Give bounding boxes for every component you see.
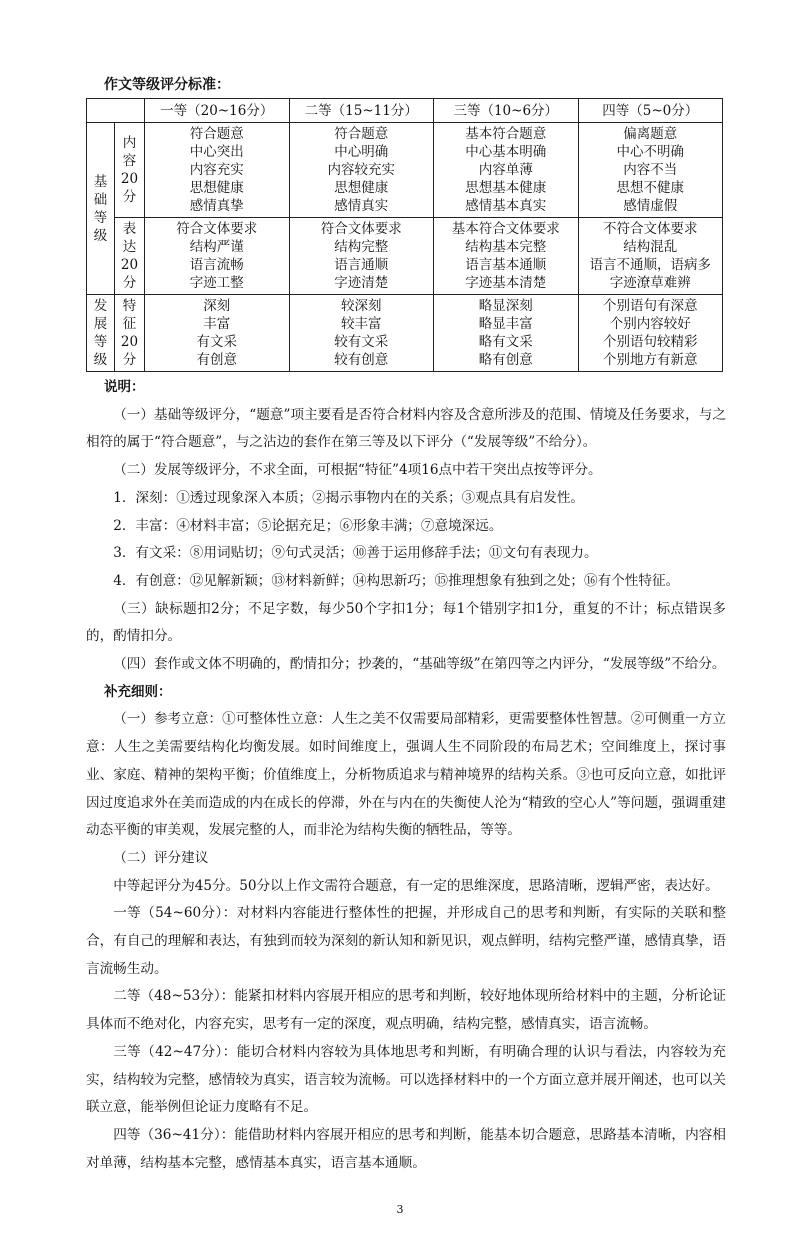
- cell-line: 较丰富: [341, 316, 382, 332]
- cell-line: 中心不明确: [616, 144, 684, 160]
- cell-line: 结构完整: [334, 239, 389, 255]
- table-cell: [145, 218, 290, 295]
- table-row: [87, 123, 723, 218]
- table-cell: [578, 218, 723, 295]
- table-row: [87, 295, 723, 372]
- group-label-char: 等: [93, 209, 108, 226]
- note-paragraph: 2．丰富：④材料丰富；⑤论据充足；⑥形象丰满；⑦意境深远。: [113, 517, 503, 534]
- cell-line: 略有文采: [478, 334, 533, 350]
- sublabel-char: 达: [122, 239, 137, 255]
- table-cell: [289, 218, 434, 295]
- cell-line: 内容较充实: [327, 162, 395, 178]
- column-header: 四等（5~0分）: [578, 99, 723, 123]
- sublabel-char: 表: [122, 221, 137, 237]
- sublabel-char: 内: [122, 135, 137, 151]
- sublabel-char: 容: [122, 153, 137, 169]
- cell-line: 内容不当: [623, 162, 678, 178]
- body-text: [86, 374, 726, 1177]
- cell-line: 感情虚假: [623, 198, 678, 214]
- table-cell: [145, 295, 290, 372]
- sublabel-content: [115, 123, 145, 218]
- group-label-text: [87, 173, 114, 245]
- cell-line: 较有创意: [334, 352, 389, 368]
- cell-line: 较有文采: [334, 334, 389, 350]
- cell-line: 符合题意: [189, 126, 244, 142]
- table-cell: [145, 123, 290, 218]
- cell-line: 字迹工整: [189, 275, 244, 291]
- cell-line: 思想基本健康: [465, 180, 547, 196]
- column-header: 二等（15~11分）: [289, 99, 434, 123]
- table-row: [87, 218, 723, 295]
- sublabel-char: 20: [120, 171, 139, 187]
- cell-line: 语言不通顺，语病多: [589, 257, 711, 273]
- supplement-heading: 补充细则：: [104, 683, 172, 700]
- cell-line: 基本符合题意: [465, 126, 547, 142]
- page-number: 3: [396, 1203, 404, 1217]
- cell-line: 感情基本真实: [465, 198, 547, 214]
- sublabel-char: 20: [120, 334, 139, 350]
- supplement-paragraph: 三等（42~47分）：能切合材料内容较为具体地思考和判断，有明确合理的认识与看法，内容较为充实，结构较为完整，感情较为真实，语言较为流畅。可以选择材料中的一个方面立意并展开阐述，也可以关联立意，能举例但论证力度略有不足。: [86, 1043, 726, 1116]
- column-header: 三等（10~6分）: [434, 99, 579, 123]
- group-label-basic: [87, 123, 115, 295]
- cell-line: 语言流畅: [189, 257, 244, 273]
- grading-table: [86, 98, 723, 372]
- notes-heading: 说明：: [104, 379, 145, 395]
- cell-line: 语言通顺: [334, 257, 389, 273]
- cell-line: 结构基本完整: [465, 239, 547, 255]
- cell-line: 略有创意: [478, 352, 533, 368]
- cell-line: 结构严谨: [189, 239, 244, 255]
- table-cell: [289, 123, 434, 218]
- cell-line: 个别语句较精彩: [603, 334, 698, 350]
- cell-line: 中心基本明确: [465, 144, 547, 160]
- note-paragraph: （一）基础等级评分，“题意”项主要看是否符合材料内容及含意所涉及的范围、情境及任务要求，与之相符的属于“符合题意”，与之沾边的套作在第三等及以下评分（“发展等级”不给分）。: [86, 406, 726, 451]
- cell-line: 略显丰富: [478, 316, 533, 332]
- cell-line: 丰富: [203, 316, 231, 332]
- cell-line: 略显深刻: [478, 298, 533, 314]
- cell-line: 字迹基本清楚: [465, 275, 547, 291]
- note-paragraph: 4．有创意：⑫见解新颖；⑬材料新鲜；⑭构思新巧；⑮推理想象有独到之处；⑯有个性特征。: [113, 572, 680, 589]
- table-corner-cell: [87, 99, 145, 123]
- cell-line: 内容单薄: [478, 162, 533, 178]
- cell-line: 不符合文体要求: [603, 221, 698, 237]
- cell-line: 内容充实: [189, 162, 244, 178]
- group-label-char: 等: [93, 334, 108, 350]
- sublabel-char: 20: [120, 257, 139, 273]
- sublabel-char: 分: [122, 352, 137, 368]
- group-label-development: [87, 295, 115, 372]
- supplement-paragraph: 二等（48~53分）：能紧扣材料内容展开相应的思考和判断，较好地体现所给材料中的主题，分析论证具体而不绝对化，内容充实，思考有一定的深度，观点明确，结构完整，感情真实，语言流畅。: [86, 988, 726, 1033]
- supplement-paragraph: 四等（36~41分）：能借助材料内容展开相应的思考和判断，能基本切合题意，思路基本清晰，内容相对单薄，结构基本完整，感情基本真实，语言基本通顺。: [86, 1126, 726, 1171]
- note-paragraph: 3．有文采：⑧用词贴切；⑨句式灵活；⑩善于运用修辞手法；⑪文句有表现力。: [113, 545, 598, 562]
- cell-line: 符合文体要求: [176, 221, 258, 237]
- sublabel-char: 分: [122, 189, 137, 205]
- cell-line: 个别语句有深意: [603, 298, 698, 314]
- table-cell: [434, 123, 579, 218]
- cell-line: 符合题意: [334, 126, 389, 142]
- sublabel-char: 征: [122, 316, 137, 332]
- supplement-paragraph: （一）参考立意：①可整体性立意：人生之美不仅需要局部精彩，更需要整体性智慧。②可侧重一方立意：人生之美需要结构化均衡发展。如时间维度上，强调人生不同阶段的布局艺术；空间维度上，探讨事业、家庭、精神的架构平衡；价值维度上，分析物质追求与精神境界的结构关系。③也可反向立意，如批评因过度追求外在美而造成的内在成长的停滞，外在与内在的失衡使人沦为“精致的空心人”等问题，强调重建动态平衡的审美观，发展完整的人，而非沦为结构失衡的牺牲品，等等。: [86, 711, 726, 839]
- table-cell: [578, 295, 723, 372]
- group-label-char: 基: [93, 173, 108, 190]
- sublabel-char: 分: [122, 275, 137, 291]
- group-label-char: 展: [93, 316, 108, 332]
- table-cell: [434, 295, 579, 372]
- supplement-paragraph: 一等（54~60分）：对材料内容能进行整体性的把握，并形成自己的思考和判断，有实际的关联和整合，有自己的理解和表达，有独到而较为深刻的新认知和新见识，观点鲜明，结构完整严谨，感情真挚，语言流畅生动。: [86, 905, 726, 977]
- table-heading: 作文等级评分标准：: [104, 77, 230, 93]
- note-paragraph: 1．深刻：①透过现象深入本质；②揭示事物内在的关系；③观点具有启发性。: [113, 489, 585, 506]
- cell-line: 字迹潦草难辨: [609, 275, 691, 291]
- supplement-paragraph: （二）评分建议: [113, 849, 209, 866]
- sublabel-char: 特: [122, 298, 137, 314]
- supplement-paragraph: 中等起评分为45分。50分以上作文需符合题意，有一定的思维深度，思路清晰，逻辑严密，表达好。: [113, 877, 719, 894]
- column-header: 一等（20~16分）: [145, 99, 290, 123]
- cell-line: 中心明确: [334, 144, 389, 160]
- cell-line: 符合文体要求: [320, 221, 402, 237]
- cell-line: 基本符合文体要求: [451, 221, 560, 237]
- group-label-char: 发: [93, 298, 108, 314]
- table-header-row: [87, 99, 723, 123]
- group-label-char: 级: [93, 352, 108, 368]
- cell-line: 较深刻: [341, 298, 382, 314]
- sublabel-feature: [115, 295, 145, 372]
- table-cell: [289, 295, 434, 372]
- cell-line: 语言基本通顺: [465, 257, 547, 273]
- note-paragraph: （三）缺标题扣2分；不足字数，每少50个字扣1分；每1个错别字扣1分，重复的不计；标点错误多的，酌情扣分。: [86, 600, 726, 645]
- cell-line: 感情真实: [334, 198, 389, 214]
- note-paragraph: （二）发展等级评分，不求全面，可根据“特征”4项16点中若干突出点按等评分。: [113, 462, 602, 479]
- cell-line: 思想健康: [189, 180, 244, 196]
- note-paragraph: （四）套作或文体不明确的，酌情扣分；抄袭的，“基础等级”在第四等之内评分，“发展等级”不给分。: [113, 656, 726, 673]
- cell-line: 思想健康: [334, 180, 389, 196]
- cell-line: 感情真挚: [189, 198, 244, 214]
- cell-line: 思想不健康: [616, 180, 684, 196]
- group-label-char: 级: [93, 227, 108, 244]
- cell-line: 偏离题意: [623, 126, 678, 142]
- cell-line: 个别内容较好: [609, 316, 691, 332]
- sublabel-expression: [115, 218, 145, 295]
- table-cell: [434, 218, 579, 295]
- cell-line: 深刻: [203, 298, 231, 314]
- cell-line: 结构混乱: [623, 239, 678, 255]
- group-label-text: [87, 297, 114, 369]
- cell-line: 中心突出: [189, 144, 244, 160]
- cell-line: 个别地方有新意: [603, 352, 698, 368]
- cell-line: 字迹清楚: [334, 275, 389, 291]
- cell-line: 有创意: [196, 352, 237, 368]
- group-label-char: 础: [93, 191, 108, 208]
- table-cell: [578, 123, 723, 218]
- cell-line: 有文采: [196, 334, 237, 350]
